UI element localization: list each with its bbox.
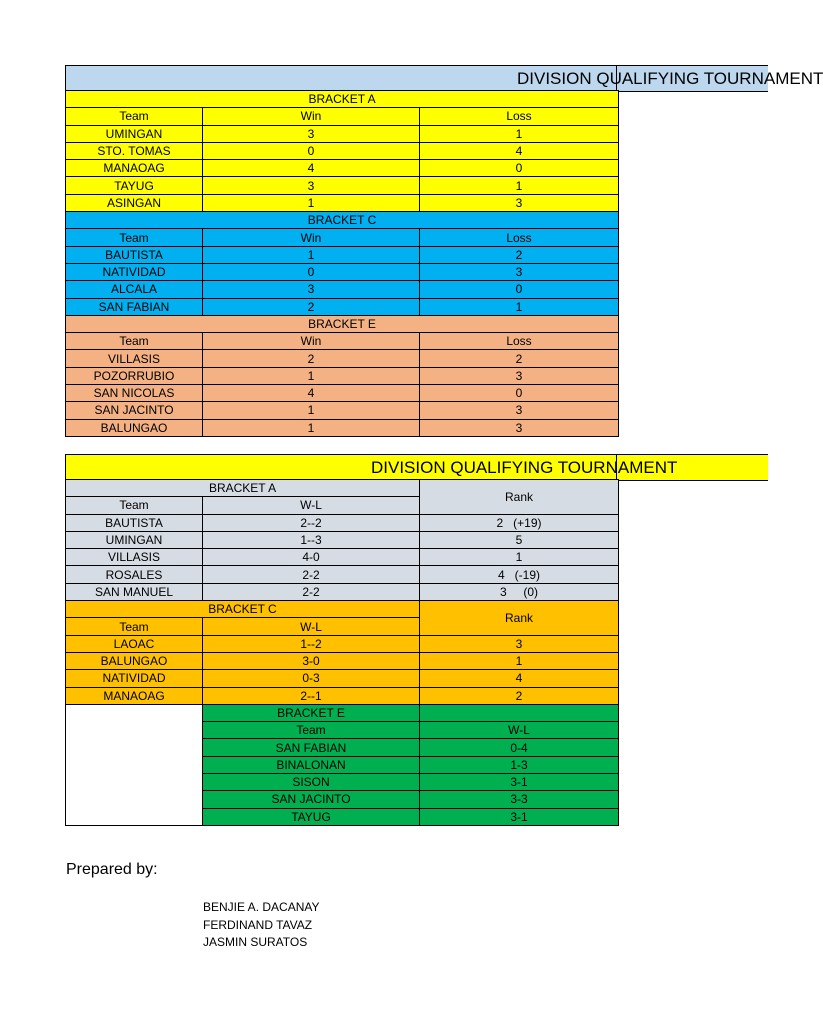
blank-cell xyxy=(66,704,203,825)
win-cell[interactable]: 3 xyxy=(203,125,420,142)
bracket-title[interactable]: BRACKET A xyxy=(66,480,420,497)
loss-cell[interactable]: 1 xyxy=(420,298,619,315)
team-cell[interactable]: TAYUG xyxy=(203,808,420,825)
column-header-win[interactable]: Win xyxy=(203,229,420,246)
table-row xyxy=(66,246,619,263)
column-header-win[interactable]: Win xyxy=(203,108,420,125)
win-cell[interactable]: 1 xyxy=(203,419,420,436)
table-row xyxy=(66,298,619,315)
table-row xyxy=(66,670,619,687)
table-row xyxy=(66,635,619,652)
loss-cell[interactable]: 3 xyxy=(420,367,619,384)
loss-cell[interactable]: 3 xyxy=(420,402,619,419)
team-cell[interactable]: STO. TOMAS xyxy=(66,142,203,159)
rank-cell[interactable]: 1 xyxy=(420,549,619,566)
win-cell[interactable]: 1 xyxy=(203,246,420,263)
rank-header[interactable]: Rank xyxy=(420,480,619,515)
wl-cell[interactable]: 2-2 xyxy=(203,566,420,583)
team-cell[interactable]: MANAOAG xyxy=(66,160,203,177)
rank-cell[interactable]: 3 (0) xyxy=(420,583,619,600)
wl-cell[interactable]: 4-0 xyxy=(203,549,420,566)
win-cell[interactable]: 2 xyxy=(203,298,420,315)
team-cell[interactable]: SAN JACINTO xyxy=(203,791,420,808)
team-cell[interactable]: NATIVIDAD xyxy=(66,670,203,687)
team-cell[interactable]: BAUTISTA xyxy=(66,246,203,263)
loss-cell[interactable]: 3 xyxy=(420,263,619,280)
wl-cell[interactable]: 2--2 xyxy=(203,514,420,531)
table-row xyxy=(66,281,619,298)
loss-cell[interactable]: 3 xyxy=(420,194,619,211)
wl-cell[interactable]: 1-3 xyxy=(420,756,619,773)
table-row xyxy=(66,142,619,159)
table-row xyxy=(66,531,619,548)
column-header-wl[interactable]: W-L xyxy=(420,722,619,739)
wl-cell[interactable]: 2-2 xyxy=(203,583,420,600)
table-row xyxy=(66,385,619,402)
column-header-team[interactable]: Team xyxy=(66,497,203,514)
table-row xyxy=(66,566,619,583)
column-header-loss[interactable]: Loss xyxy=(420,229,619,246)
table-row xyxy=(66,402,619,419)
preparer-names xyxy=(203,899,319,952)
team-cell[interactable]: NATIVIDAD xyxy=(66,263,203,280)
team-cell[interactable]: BINALONAN xyxy=(203,756,420,773)
bracket-title[interactable]: BRACKET C xyxy=(66,601,420,618)
table-row xyxy=(66,160,619,177)
team-cell[interactable]: SAN MANUEL xyxy=(66,583,203,600)
table-row xyxy=(66,419,619,436)
table-row xyxy=(66,687,619,704)
table-row xyxy=(66,549,619,566)
loss-cell[interactable]: 0 xyxy=(420,281,619,298)
bracket-title[interactable]: BRACKET E xyxy=(66,315,619,332)
loss-cell[interactable]: 2 xyxy=(420,246,619,263)
loss-cell[interactable]: 0 xyxy=(420,160,619,177)
rank-cell[interactable]: 4 (-19) xyxy=(420,566,619,583)
team-cell[interactable]: MANAOAG xyxy=(66,687,203,704)
wl-cell[interactable]: 3-1 xyxy=(420,774,619,791)
rank-cell[interactable]: 2 (+19) xyxy=(420,514,619,531)
wl-cell[interactable]: 3-0 xyxy=(203,652,420,669)
wl-cell[interactable]: 0-4 xyxy=(420,739,619,756)
wl-cell[interactable]: 0-3 xyxy=(203,670,420,687)
rank-cell[interactable]: 4 xyxy=(420,670,619,687)
rank-cell[interactable]: 1 xyxy=(420,652,619,669)
preparer-name: BENJIE A. DACANAY xyxy=(203,900,320,914)
prepared-by-label: Prepared by: xyxy=(66,861,158,878)
team-cell[interactable]: SAN FABIAN xyxy=(203,739,420,756)
bracket-title[interactable]: BRACKET C xyxy=(66,212,619,229)
bracket-title-row xyxy=(66,212,619,229)
column-header-wl[interactable]: W-L xyxy=(203,497,420,514)
table1-title-bar xyxy=(65,65,823,92)
column-header-loss[interactable]: Loss xyxy=(420,108,619,125)
win-cell[interactable]: 4 xyxy=(203,385,420,402)
bracket-title-blank[interactable] xyxy=(420,704,619,721)
header-row xyxy=(66,108,619,125)
win-cell[interactable]: 0 xyxy=(203,263,420,280)
loss-cell[interactable]: 0 xyxy=(420,385,619,402)
loss-cell[interactable]: 3 xyxy=(420,419,619,436)
wl-cell[interactable]: 3-1 xyxy=(420,808,619,825)
win-cell[interactable]: 4 xyxy=(203,160,420,177)
bracket-title-row xyxy=(66,704,619,721)
bracket-title[interactable]: BRACKET E xyxy=(203,704,420,721)
wl-cell[interactable]: 1--3 xyxy=(203,531,420,548)
team-cell[interactable]: TAYUG xyxy=(66,177,203,194)
team-cell[interactable]: SISON xyxy=(203,774,420,791)
rank-cell[interactable]: 3 xyxy=(420,635,619,652)
win-cell[interactable]: 1 xyxy=(203,194,420,211)
win-cell[interactable]: 2 xyxy=(203,350,420,367)
table1 xyxy=(65,90,619,437)
team-cell[interactable]: ROSALES xyxy=(66,566,203,583)
rank-cell[interactable]: 5 xyxy=(420,531,619,548)
team-cell[interactable]: ASINGAN xyxy=(66,194,203,211)
table-row xyxy=(66,125,619,142)
team-cell[interactable]: BALUNGAO xyxy=(66,419,203,436)
column-header-team[interactable]: Team xyxy=(203,722,420,739)
team-cell[interactable]: ALCALA xyxy=(66,281,203,298)
column-header-wl[interactable]: W-L xyxy=(203,618,420,635)
team-cell[interactable]: SAN NICOLAS xyxy=(66,385,203,402)
team-cell[interactable]: SAN FABIAN xyxy=(66,298,203,315)
table2-title: DIVISION QUALIFYING TOURNAMENT xyxy=(371,458,678,477)
column-header-team[interactable]: Team xyxy=(66,108,203,125)
win-cell[interactable]: 1 xyxy=(203,367,420,384)
team-cell[interactable]: BALUNGAO xyxy=(66,652,203,669)
table-row xyxy=(66,350,619,367)
wl-cell[interactable]: 1--2 xyxy=(203,635,420,652)
header-row xyxy=(66,229,619,246)
team-cell[interactable]: BAUTISTA xyxy=(66,514,203,531)
table2-title-bar xyxy=(65,454,768,481)
bracket-title-row xyxy=(66,601,619,618)
team-cell[interactable]: VILLASIS xyxy=(66,350,203,367)
preparer-name: JASMIN SURATOS xyxy=(203,935,308,949)
table-row xyxy=(66,194,619,211)
team-cell[interactable]: POZORRUBIO xyxy=(66,367,203,384)
win-cell[interactable]: 0 xyxy=(203,142,420,159)
bracket-title-row xyxy=(66,480,619,497)
loss-cell[interactable]: 2 xyxy=(420,350,619,367)
win-cell[interactable]: 3 xyxy=(203,177,420,194)
team-cell[interactable]: VILLASIS xyxy=(66,549,203,566)
loss-cell[interactable]: 4 xyxy=(420,142,619,159)
table-row xyxy=(66,652,619,669)
column-header-team[interactable]: Team xyxy=(66,618,203,635)
wl-cell[interactable]: 2--1 xyxy=(203,687,420,704)
column-header-team[interactable]: Team xyxy=(66,229,203,246)
loss-cell[interactable]: 1 xyxy=(420,177,619,194)
column-header-team[interactable]: Team xyxy=(66,333,203,350)
table-row xyxy=(66,367,619,384)
loss-cell[interactable]: 1 xyxy=(420,125,619,142)
bracket-title-row xyxy=(66,315,619,332)
table-row xyxy=(66,263,619,280)
team-cell[interactable]: SAN JACINTO xyxy=(66,402,203,419)
header-row xyxy=(66,333,619,350)
table2 xyxy=(65,479,619,826)
table1-title: DIVISION QUALIFYING TOURNAMENT xyxy=(517,69,823,88)
win-cell[interactable]: 1 xyxy=(203,402,420,419)
rank-cell[interactable]: 2 xyxy=(420,687,619,704)
team-cell[interactable]: UMINGAN xyxy=(66,125,203,142)
table-row xyxy=(66,177,619,194)
win-cell[interactable]: 3 xyxy=(203,281,420,298)
bracket-title-row xyxy=(66,91,619,108)
column-header-loss[interactable]: Loss xyxy=(420,333,619,350)
team-cell[interactable]: LAOAC xyxy=(66,635,203,652)
column-header-win[interactable]: Win xyxy=(203,333,420,350)
table-row xyxy=(66,583,619,600)
team-cell[interactable]: UMINGAN xyxy=(66,531,203,548)
preparer-name: FERDINAND TAVAZ xyxy=(203,917,313,932)
wl-cell[interactable]: 3-3 xyxy=(420,791,619,808)
table-row xyxy=(66,514,619,531)
bracket-title[interactable]: BRACKET A xyxy=(66,91,619,108)
rank-header[interactable]: Rank xyxy=(420,601,619,636)
